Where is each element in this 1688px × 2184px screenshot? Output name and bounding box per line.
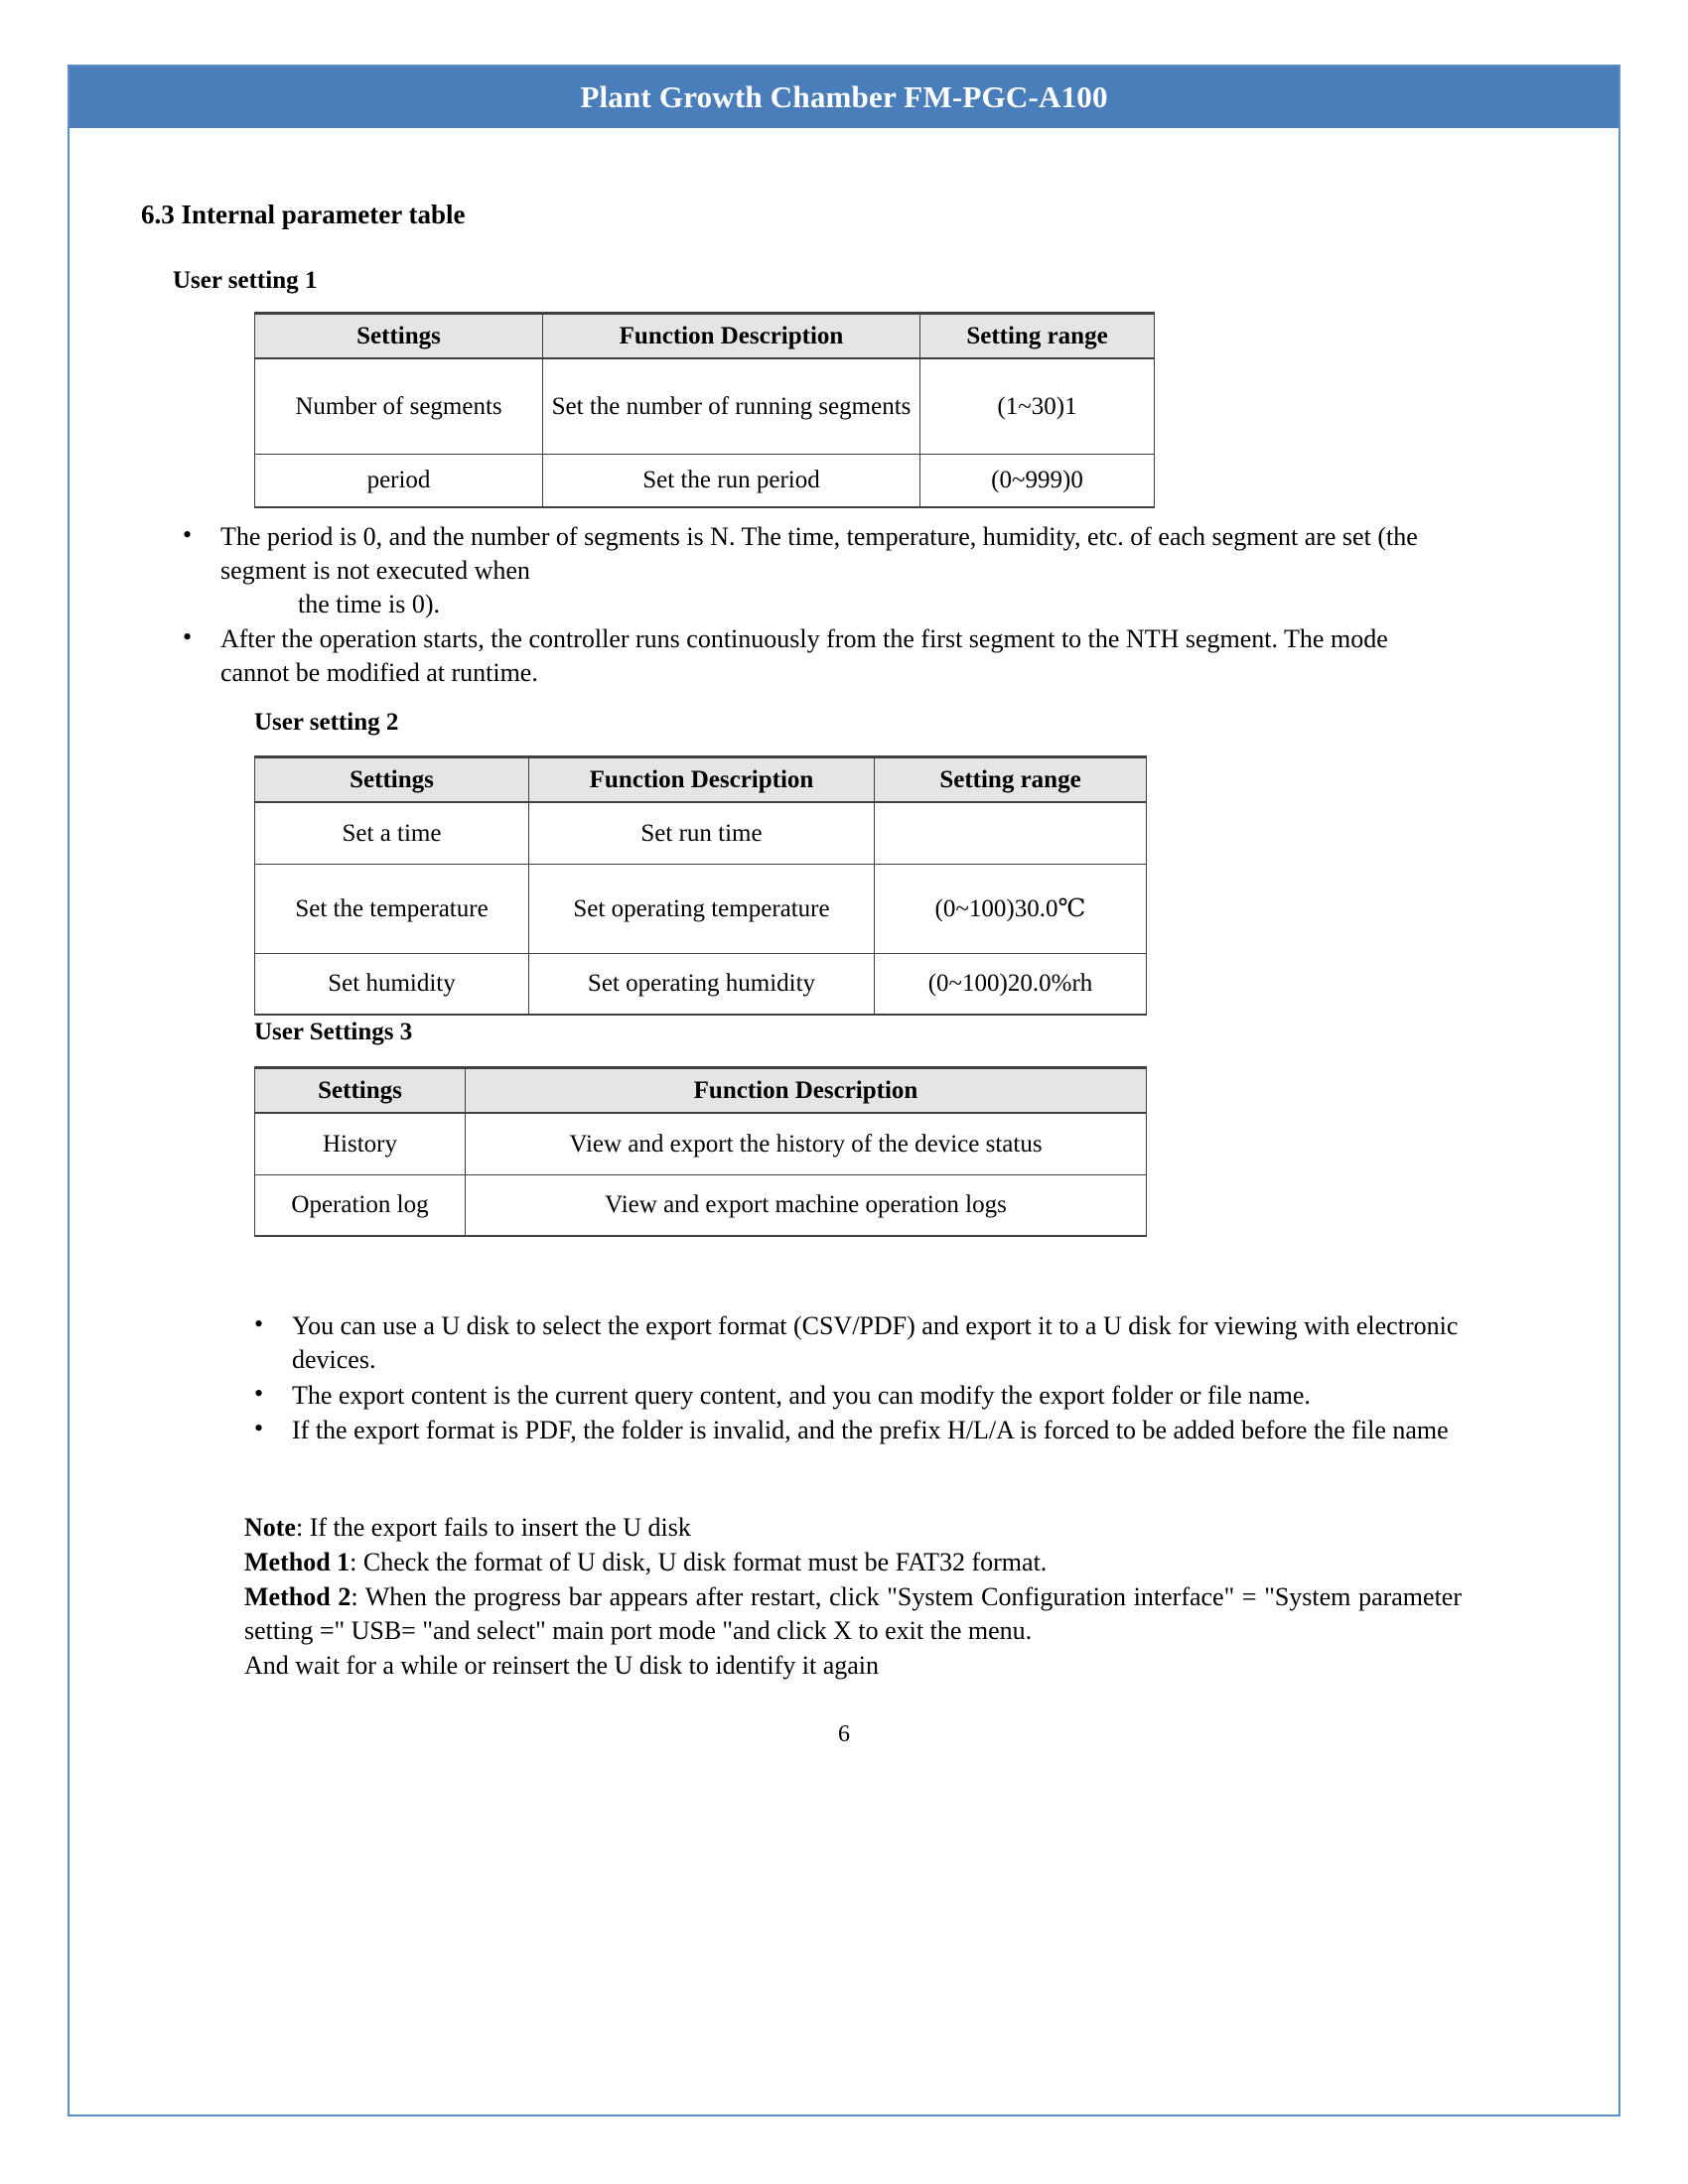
cell-setting-name: Set humidity	[255, 953, 529, 1015]
column-header-function-description: Function Description	[466, 1068, 1147, 1114]
cell-setting-name: Set the temperature	[255, 864, 529, 953]
table-row	[255, 802, 1147, 864]
table-row	[255, 864, 1147, 953]
cell-setting-name: Set a time	[255, 802, 529, 864]
subheading-user-setting-1: User setting 1	[173, 267, 318, 294]
list-item	[175, 622, 1456, 690]
method1-line	[244, 1546, 1462, 1580]
column-header-settings: Settings	[255, 757, 529, 803]
bullet-list-segments	[175, 520, 1456, 692]
list-item	[246, 1414, 1460, 1447]
table-header-row	[255, 757, 1147, 803]
column-header-setting-range: Setting range	[875, 757, 1147, 803]
final-line: And wait for a while or reinsert the U disk to identify it again	[244, 1651, 880, 1681]
table-row	[255, 1113, 1147, 1174]
subheading-user-settings-3: User Settings 3	[254, 1019, 413, 1045]
bullet-text: The export content is the current query content, and you can modify the export folder or file name.	[292, 1380, 1311, 1410]
cell-setting-name: period	[255, 454, 543, 507]
cell-setting-name: History	[255, 1113, 466, 1174]
method2-label: Method 2	[244, 1581, 352, 1611]
banner-title: Plant Growth Chamber FM-PGC-A100	[580, 79, 1108, 114]
cell-setting-range: (1~30)1	[920, 358, 1155, 454]
column-header-settings: Settings	[255, 314, 543, 359]
table-user-setting-1	[254, 312, 1155, 508]
list-item	[175, 520, 1456, 620]
page-banner	[70, 67, 1618, 128]
bullet-text: If the export format is PDF, the folder is invalid, and the prefix H/L/A is forced to be added before the file name	[292, 1416, 1449, 1445]
column-header-function-description: Function Description	[543, 314, 920, 359]
page-number: 6	[838, 1721, 850, 1747]
table-user-settings-3	[254, 1066, 1147, 1237]
cell-setting-range: (0~999)0	[920, 454, 1155, 507]
table-row	[255, 953, 1147, 1015]
cell-function-description: Set operating humidity	[529, 953, 875, 1015]
bullet-text: After the operation starts, the controller runs continuously from the first segment to the NTH segment. The mode cannot be modified at runtime.	[220, 624, 1388, 688]
note-label: Note	[244, 1513, 296, 1542]
cell-setting-range: (0~100)30.0℃	[875, 864, 1147, 953]
subheading-user-setting-2: User setting 2	[254, 709, 399, 736]
page-title: 6.3 Internal parameter table	[141, 200, 466, 229]
note-text: : If the export fails to insert the U disk	[295, 1513, 691, 1542]
cell-function-description: Set run time	[529, 802, 875, 864]
note-line	[244, 1511, 1462, 1546]
method2-line	[244, 1580, 1462, 1650]
cell-function-description: View and export the history of the device status	[466, 1113, 1147, 1174]
table-row	[255, 454, 1155, 507]
cell-function-description: Set the run period	[543, 454, 920, 507]
method1-text: : Check the format of U disk, U disk format must be FAT32 format.	[350, 1547, 1048, 1576]
document-page	[68, 65, 1620, 2116]
cell-function-description: Set operating temperature	[529, 864, 875, 953]
cell-setting-range	[875, 802, 1147, 864]
table-user-setting-2	[254, 755, 1147, 1016]
table-header-row	[255, 1068, 1147, 1114]
table-row	[255, 358, 1155, 454]
table-row	[255, 1174, 1147, 1236]
bullet-text-continuation: the time is 0).	[298, 589, 440, 618]
bullet-list-export	[246, 1309, 1460, 1449]
column-header-function-description: Function Description	[529, 757, 875, 803]
bullet-text: You can use a U disk to select the export format (CSV/PDF) and export it to a U disk for viewing with electronic devices.	[292, 1311, 1459, 1374]
cell-function-description: Set the number of running segments	[543, 358, 920, 454]
list-item	[246, 1379, 1460, 1413]
bullet-text: The period is 0, and the number of segments is N. The time, temperature, humidity, etc. of each segment are set (the segment is not executed when	[220, 522, 1418, 585]
cell-setting-range: (0~100)20.0%rh	[875, 953, 1147, 1015]
table-header-row	[255, 314, 1155, 359]
cell-function-description: View and export machine operation logs	[466, 1174, 1147, 1236]
column-header-setting-range: Setting range	[920, 314, 1155, 359]
method1-label: Method 1	[244, 1547, 351, 1576]
cell-setting-name: Number of segments	[255, 358, 543, 454]
list-item	[246, 1309, 1460, 1377]
method2-text: : When the progress bar appears after restart, click "System Configuration interface" = "System parameter setting =" USB= "and select" main port mode "and click X to exit the menu.	[244, 1581, 1462, 1646]
note-block	[244, 1511, 1462, 1684]
column-header-settings: Settings	[255, 1068, 466, 1114]
cell-setting-name: Operation log	[255, 1174, 466, 1236]
